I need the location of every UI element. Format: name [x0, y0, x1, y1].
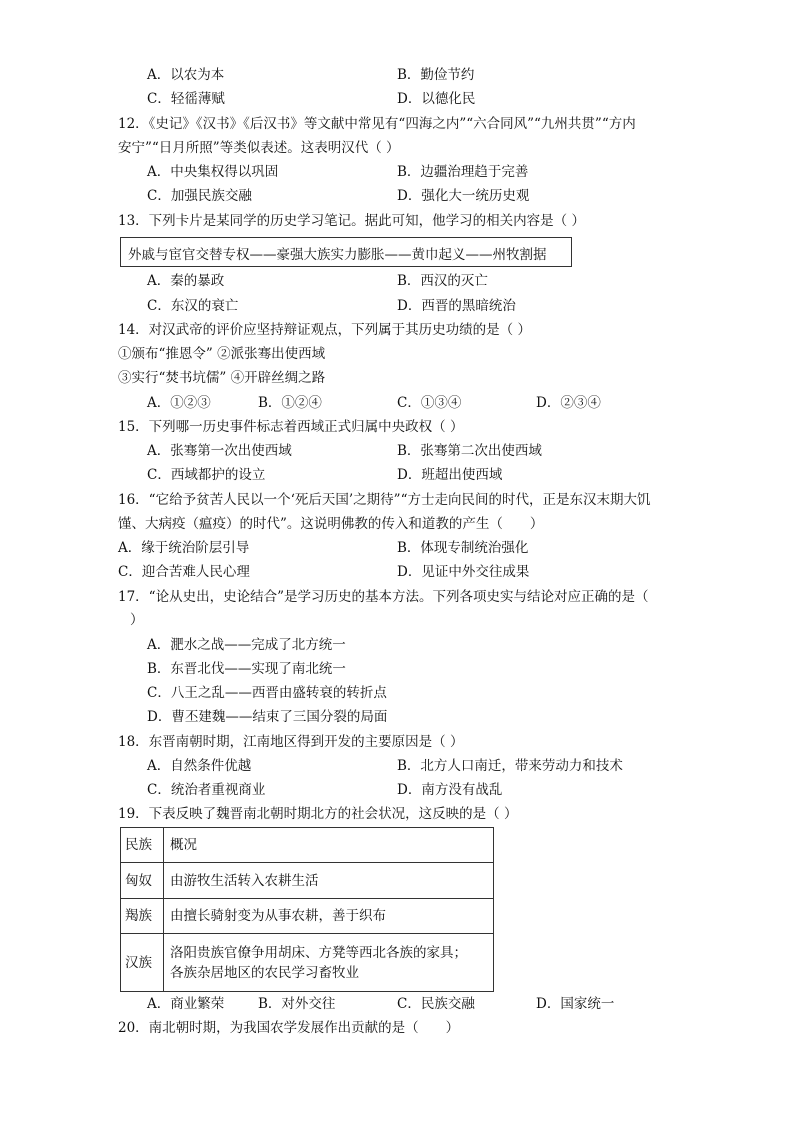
- q16-stem-line1: 16．“它给予贫苦人民以一个‘死后天国’之期待”“方士走向民间的时代，正是东汉末期大饥: [118, 492, 651, 508]
- table-cell-ethnic: 匈奴: [121, 863, 164, 899]
- q12-stem-line2: 安宁”“日月所照”等类似表述。这表明汉代（ ）: [118, 140, 400, 156]
- q13-option-b: B．西汉的灭亡: [397, 273, 488, 289]
- q14-option-c: C．①③④: [397, 395, 462, 411]
- q14-option-b: B．①②④: [258, 395, 322, 411]
- q16-option-c: C．迎合苦难人民心理: [118, 564, 250, 580]
- q11-option-c: C．轻徭薄赋: [147, 91, 225, 107]
- q16-option-a: A．缘于统治阶层引导: [118, 540, 250, 556]
- q16-option-b: B．体现专制统治强化: [397, 540, 529, 556]
- q17-option-b: B．东晋北伐——实现了南北统一: [147, 661, 346, 677]
- table-row: [121, 863, 494, 899]
- q13-stem: 13．下列卡片是某同学的历史学习笔记。据此可知，他学习的相关内容是（ ）: [118, 213, 585, 229]
- q17-stem-line2: ）: [130, 612, 144, 628]
- q13-option-d: D．西晋的黑暗统治: [397, 298, 516, 314]
- q18-option-b: B．北方人口南迁，带来劳动力和技术: [397, 758, 623, 774]
- q20-stem: 20．南北朝时期，为我国农学发展作出贡献的是（ ）: [118, 1020, 460, 1036]
- q14-option-a: A．①②③: [147, 395, 211, 411]
- q13-note-card: [120, 237, 572, 267]
- q19-option-b: B．对外交往: [258, 996, 336, 1012]
- q11-option-a: A．以农为本: [147, 67, 225, 83]
- q19-option-d: D．国家统一: [536, 996, 615, 1012]
- q17-stem-line1: 17．“论从史出，史论结合”是学习历史的基本方法。下列各项史实与结论对应正确的是（: [118, 589, 649, 605]
- q18-option-a: A．自然条件优越: [147, 758, 252, 774]
- q17-option-d: D．曹丕建魏——结束了三国分裂的局面: [147, 709, 388, 725]
- q13-option-a: A．秦的暴政: [147, 273, 225, 289]
- table-cell-ethnic: 汉族: [121, 934, 164, 992]
- q13-option-c: C．东汉的衰亡: [147, 298, 239, 314]
- q12-option-d: D．强化大一统历史观: [397, 188, 530, 204]
- q18-option-d: D．南方没有战乱: [397, 782, 503, 798]
- q18-option-c: C．统治者重视商业: [147, 782, 266, 798]
- q14-option-d: D．②③④: [536, 395, 601, 411]
- q12-stem-line1: 12．《史记》《汉书》《后汉书》等文献中常见有“四海之内”“六合同风”“九州共贯”“方内: [118, 116, 636, 132]
- table-header-ethnic: 民族: [121, 828, 164, 863]
- q14-stem: 14．对汉武帝的评价应坚持辩证观点，下列属于其历史功绩的是（ ）: [118, 322, 531, 338]
- q19-option-c: C．民族交融: [397, 996, 475, 1012]
- table-cell-overview: 由擅长骑射变为从事农耕，善于织布: [164, 899, 494, 934]
- table-cell-overview: 由游牧生活转入农耕生活: [164, 863, 494, 899]
- q12-option-b: B．边疆治理趋于完善: [397, 164, 529, 180]
- table-row: [121, 899, 494, 934]
- q19-stem: 19．下表反映了魏晋南北朝时期北方的社会状况，这反映的是（ ）: [118, 806, 518, 822]
- q15-stem: 15．下列哪一历史事件标志着西域正式归属中央政权（ ）: [118, 419, 464, 435]
- q13-note-card-text: 外戚与宦官交替专权——豪强大族实力膨胀——黄巾起义——州牧割据: [128, 247, 547, 263]
- table-cell-overview: [164, 934, 494, 992]
- table-row: [121, 934, 494, 992]
- q12-option-a: A．中央集权得以巩固: [147, 164, 279, 180]
- q16-stem-line2: 馑、大病疫（瘟疫）的时代”。这说明佛教的传入和道教的产生（ ）: [118, 516, 544, 532]
- q15-option-c: C．西域都护的设立: [147, 467, 266, 483]
- q19-table: [120, 827, 494, 992]
- q14-items-line2: ③实行“焚书坑儒” ④开辟丝绸之路: [118, 370, 326, 386]
- q11-option-b: B．勤俭节约: [397, 67, 475, 83]
- q16-option-d: D．见证中外交往成果: [397, 564, 530, 580]
- q15-option-d: D．班超出使西域: [397, 467, 503, 483]
- q15-option-b: B．张骞第二次出使西域: [397, 443, 542, 459]
- q15-option-a: A．张骞第一次出使西域: [147, 443, 292, 459]
- q12-option-c: C．加强民族交融: [147, 188, 252, 204]
- q18-stem: 18．东晋南朝时期，江南地区得到开发的主要原因是（ ）: [118, 734, 464, 750]
- table-cell-overview-line2: 各族杂居地区的农民学习畜牧业: [170, 964, 359, 981]
- q17-option-a: A．淝水之战——完成了北方统一: [147, 637, 346, 653]
- table-cell-ethnic: 羯族: [121, 899, 164, 934]
- q17-option-c: C．八王之乱——西晋由盛转衰的转折点: [147, 685, 387, 701]
- table-cell-overview-line1: 洛阳贵族官僚争用胡床、方凳等西北各族的家具；: [170, 944, 467, 961]
- q11-option-d: D．以德化民: [397, 91, 476, 107]
- q14-items-line1: ①颁布“推恩令” ②派张骞出使西域: [118, 346, 326, 362]
- table-row: [121, 828, 494, 863]
- table-header-overview: 概况: [164, 828, 494, 863]
- q19-option-a: A．商业繁荣: [147, 996, 225, 1012]
